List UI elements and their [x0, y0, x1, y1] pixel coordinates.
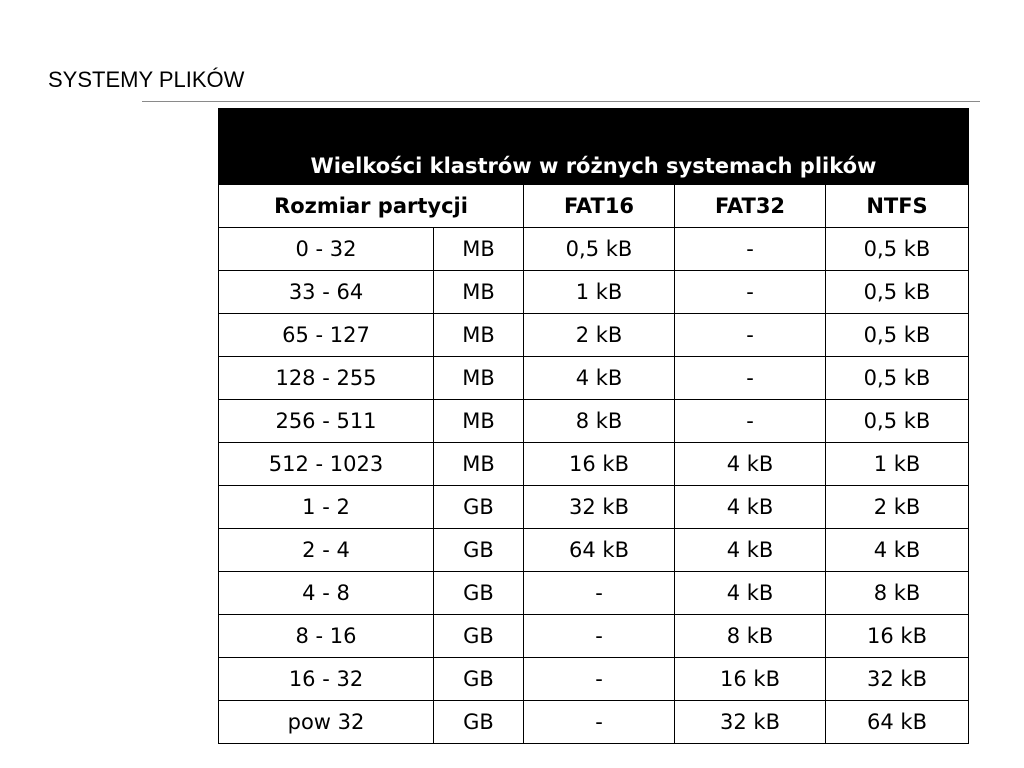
cell-ntfs: 1 kB	[826, 443, 969, 486]
cell-fat16: 8 kB	[524, 400, 675, 443]
table-row	[219, 357, 969, 400]
cell-unit: GB	[434, 572, 524, 615]
cell-partition-range: 0 - 32	[219, 228, 434, 271]
cell-partition-range: 2 - 4	[219, 529, 434, 572]
cell-fat16: 32 kB	[524, 486, 675, 529]
cluster-size-table	[218, 108, 969, 744]
table-caption-row	[219, 109, 969, 185]
cell-fat16: -	[524, 615, 675, 658]
cell-fat32: -	[675, 314, 826, 357]
cell-fat32: 8 kB	[675, 615, 826, 658]
cell-fat16: -	[524, 658, 675, 701]
table-row	[219, 572, 969, 615]
cell-ntfs: 0,5 kB	[826, 314, 969, 357]
header-ntfs: NTFS	[826, 185, 969, 228]
cell-partition-range: 4 - 8	[219, 572, 434, 615]
cell-unit: GB	[434, 615, 524, 658]
table-row	[219, 615, 969, 658]
table-header-row	[219, 185, 969, 228]
header-partition-size: Rozmiar partycji	[219, 185, 524, 228]
cell-fat16: 16 kB	[524, 443, 675, 486]
cell-ntfs: 0,5 kB	[826, 357, 969, 400]
cell-fat32: -	[675, 228, 826, 271]
cell-unit: GB	[434, 701, 524, 744]
cell-partition-range: 256 - 511	[219, 400, 434, 443]
cell-ntfs: 2 kB	[826, 486, 969, 529]
cell-partition-range: 512 - 1023	[219, 443, 434, 486]
header-fat16: FAT16	[524, 185, 675, 228]
cell-ntfs: 16 kB	[826, 615, 969, 658]
cell-unit: GB	[434, 486, 524, 529]
cell-unit: GB	[434, 529, 524, 572]
cell-unit: MB	[434, 271, 524, 314]
cell-partition-range: 16 - 32	[219, 658, 434, 701]
cell-ntfs: 0,5 kB	[826, 271, 969, 314]
cell-fat32: -	[675, 271, 826, 314]
cell-fat16: -	[524, 701, 675, 744]
cell-unit: MB	[434, 443, 524, 486]
cell-ntfs: 0,5 kB	[826, 400, 969, 443]
cell-ntfs: 0,5 kB	[826, 228, 969, 271]
cell-partition-range: 8 - 16	[219, 615, 434, 658]
cell-fat16: 0,5 kB	[524, 228, 675, 271]
cell-fat16: 1 kB	[524, 271, 675, 314]
cell-partition-range: 65 - 127	[219, 314, 434, 357]
title-divider	[142, 101, 980, 102]
table-row	[219, 486, 969, 529]
cell-fat32: 4 kB	[675, 529, 826, 572]
cell-ntfs: 4 kB	[826, 529, 969, 572]
cell-unit: MB	[434, 357, 524, 400]
cell-unit: MB	[434, 314, 524, 357]
cell-fat32: 4 kB	[675, 443, 826, 486]
table-row	[219, 271, 969, 314]
table-body	[219, 228, 969, 744]
table-row	[219, 658, 969, 701]
header-fat32: FAT32	[675, 185, 826, 228]
cell-partition-range: 1 - 2	[219, 486, 434, 529]
table-row	[219, 529, 969, 572]
cell-fat32: 4 kB	[675, 572, 826, 615]
cell-partition-range: pow 32	[219, 701, 434, 744]
table-row	[219, 400, 969, 443]
cell-fat16: 4 kB	[524, 357, 675, 400]
slide-title: SYSTEMY PLIKÓW	[48, 67, 245, 92]
cell-fat32: 32 kB	[675, 701, 826, 744]
table-row	[219, 701, 969, 744]
cell-fat32: -	[675, 400, 826, 443]
cell-fat16: 2 kB	[524, 314, 675, 357]
cell-partition-range: 33 - 64	[219, 271, 434, 314]
table-row	[219, 443, 969, 486]
cell-fat16: -	[524, 572, 675, 615]
cell-ntfs: 64 kB	[826, 701, 969, 744]
cell-fat32: -	[675, 357, 826, 400]
cell-unit: GB	[434, 658, 524, 701]
table-row	[219, 228, 969, 271]
cell-fat16: 64 kB	[524, 529, 675, 572]
cell-unit: MB	[434, 400, 524, 443]
cell-partition-range: 128 - 255	[219, 357, 434, 400]
table-caption: Wielkości klastrów w różnych systemach plików	[219, 109, 969, 185]
cell-ntfs: 32 kB	[826, 658, 969, 701]
cell-unit: MB	[434, 228, 524, 271]
cell-ntfs: 8 kB	[826, 572, 969, 615]
table-row	[219, 314, 969, 357]
cell-fat32: 4 kB	[675, 486, 826, 529]
cell-fat32: 16 kB	[675, 658, 826, 701]
